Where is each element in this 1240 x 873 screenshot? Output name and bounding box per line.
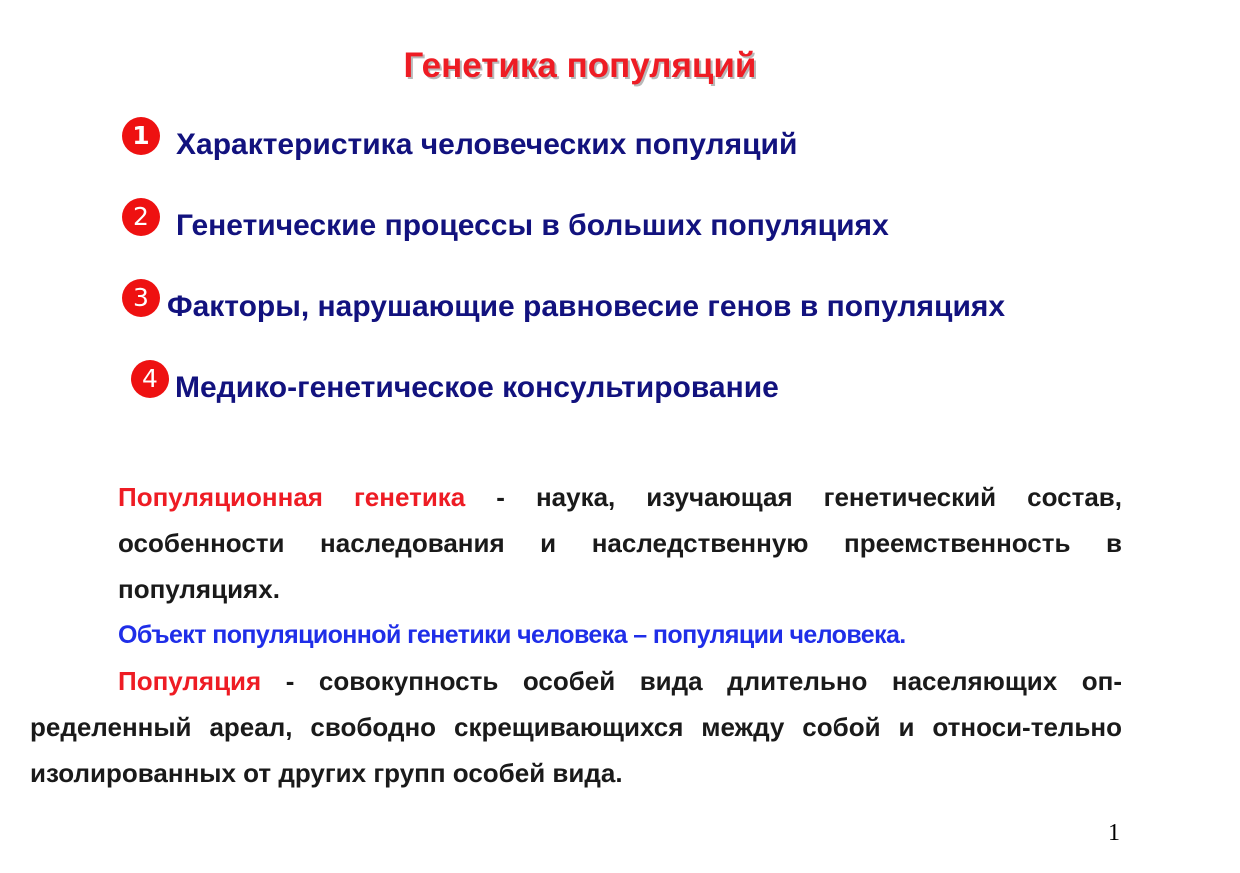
number-badge-icon: 4 [131, 360, 169, 398]
definition-text: - наука, изучающая генетический состав, особенности наследования и наследственную преемственность в популяциях. [118, 482, 1122, 604]
number-badge-icon: 1 [122, 117, 160, 155]
definition-text: - совокупность особей вида длительно населяющих оп-ределенный ареал, свободно скрещивающихся между собой и относи-тельно изолированных от других групп особей вида. [30, 666, 1122, 788]
definition-term: Популяционная генетика [118, 482, 466, 512]
list-item [122, 279, 1005, 322]
number-badge-icon: 2 [122, 198, 160, 236]
population-genetics-definition [118, 474, 1122, 612]
list-item [122, 117, 797, 160]
list-item-text: Характеристика человеческих популяций [176, 128, 798, 161]
list-item [131, 360, 779, 403]
object-statement: Объект популяционной генетики человека – популяции человека. [118, 621, 906, 649]
page-number: 1 [1108, 820, 1120, 846]
definition-term: Популяция [118, 666, 262, 696]
list-item-text: Факторы, нарушающие равновесие генов в популяциях [167, 290, 1006, 323]
list-item [122, 198, 889, 241]
population-definition [30, 658, 1122, 796]
list-item-text: Медико-генетическое консультирование [175, 371, 779, 404]
list-item-text: Генетические процессы в больших популяциях [176, 209, 889, 242]
slide-title: Генетика популяций [403, 46, 757, 85]
number-badge-icon: 3 [122, 279, 160, 317]
